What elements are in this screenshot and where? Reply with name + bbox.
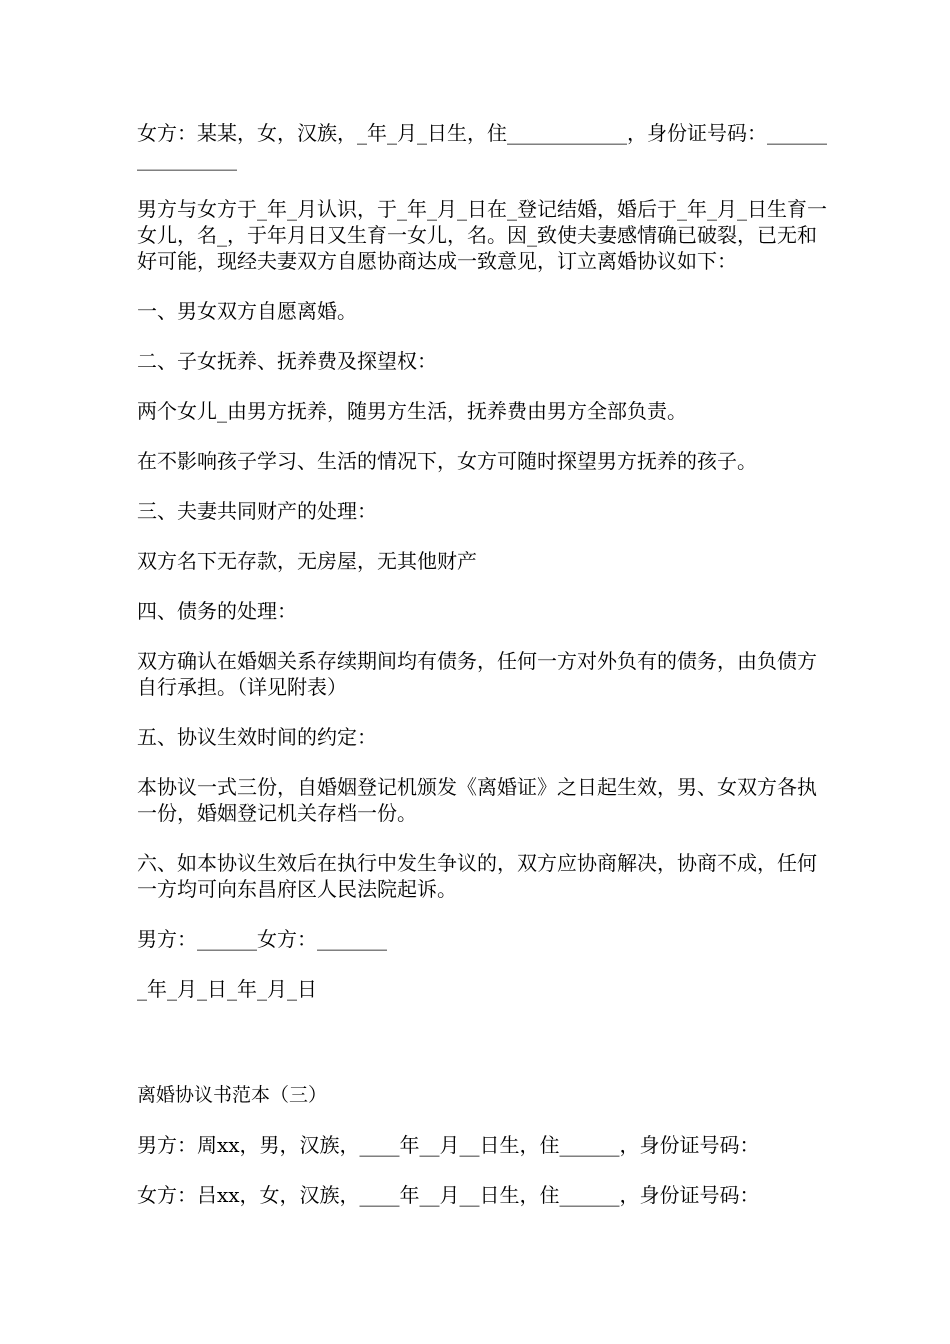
document-page [137,120,827,1232]
clause-4-heading: 四、债务的处理： [137,599,297,623]
clause-3-property: 双方名下无存款，无房屋，无其他财产 [137,549,477,573]
clause-4-debt: 双方确认在婚姻关系存续期间均有债务，任何一方对外负有的债务，由负债方自行承担。（详见附表） [137,649,817,699]
clause-5-heading: 五、协议生效时间的约定： [137,725,377,749]
clause-3-heading: 三、夫妻共同财产的处理： [137,499,377,523]
female-party-info-2: 女方：吕xx，女，汉族，____年__月__日生，住______，身份证号码： [137,1183,760,1207]
clause-2-custody: 两个女儿_由男方抚养，随男方生活，抚养费由男方全部负责。 [137,399,687,423]
section-title: 离婚协议书范本（三） [137,1084,328,1106]
clause-2-visitation: 在不影响孩子学习、生活的情况下，女方可随时探望男方抚养的孩子。 [137,449,757,473]
male-party-info: 男方：周xx，男，汉族，____年__月__日生，住______，身份证号码： [137,1133,760,1157]
clause-1: 一、男女双方自愿离婚。 [137,299,357,323]
section-gap [137,1026,827,1082]
female-party-info: 女方：某某，女，汉族，_年_月_日生，住____________，身份证号码：________________ [137,121,827,171]
marriage-background: 男方与女方于_年_月认识，于_年_月_日在_登记结婚，婚后于_年_月_日生育一女儿，名_，于年月日又生育一女儿，名。因_致使夫妻感情确已破裂，已无和好可能，现经夫妻双方自愿协商达成一致意见，订立离婚协议如下： [137,197,827,273]
clause-5-effect: 本协议一式三份，自婚姻登记机颁发《离婚证》之日起生效，男、女双方各执一份，婚姻登记机关存档一份。 [137,775,817,825]
clause-6-dispute: 六、如本协议生效后在执行中发生争议的，双方应协商解决，协商不成，任何一方均可向东昌府区人民法院起诉。 [137,851,817,901]
clause-2-heading: 二、子女抚养、抚养费及探望权： [137,349,437,373]
signature-line: 男方：______女方：_______ [137,927,387,951]
date-line: _年_月_日_年_月_日 [137,977,317,1001]
